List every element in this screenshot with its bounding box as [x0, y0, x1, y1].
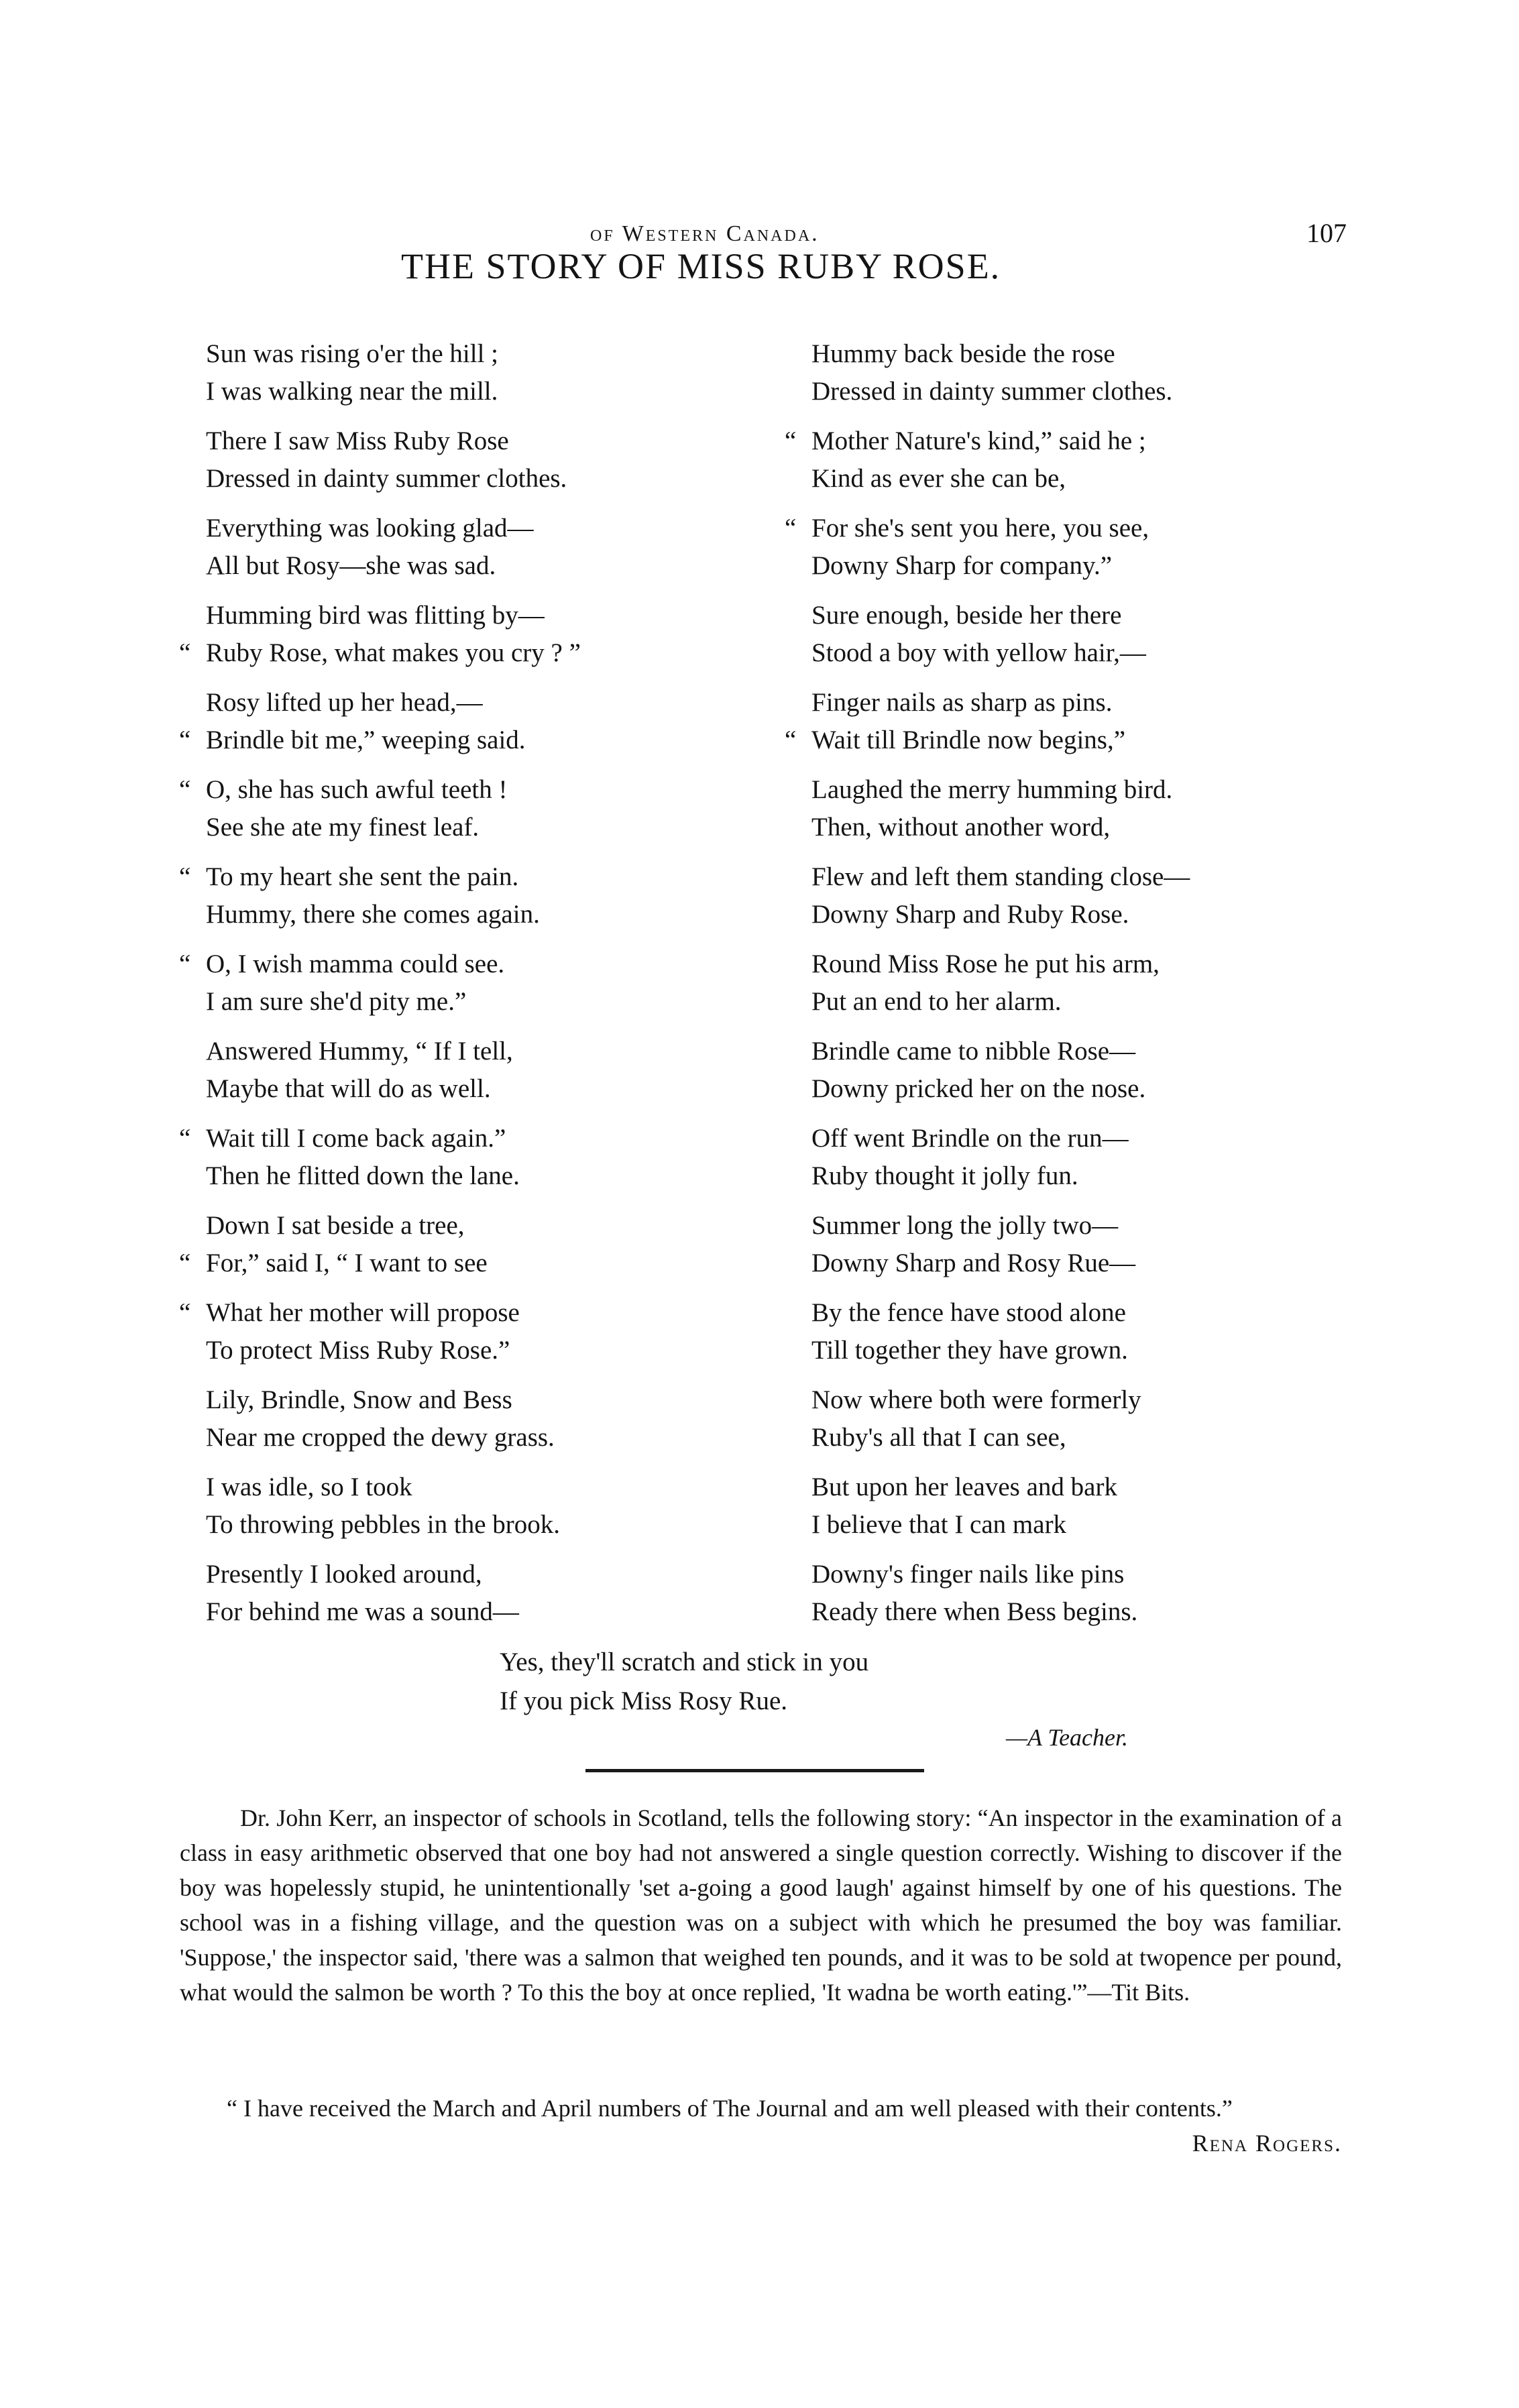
poem-line: “ Mother Nature's kind,” said he ;	[785, 426, 1146, 455]
poem-stanza	[811, 1033, 1375, 1120]
poem-stanza	[811, 335, 1375, 422]
poem-stanza	[179, 597, 769, 684]
poem-stanza	[206, 335, 769, 422]
poem-line: “ For,” said I, “ I want to see	[179, 1249, 488, 1277]
poem-line: Lily, Brindle, Snow and Bess	[206, 1385, 512, 1414]
poem-closing-line: Yes, they'll scratch and stick in you	[500, 1648, 869, 1676]
poem-line: Downy Sharp and Ruby Rose.	[811, 900, 1129, 929]
poem-line: “ Wait till I come back again.”	[179, 1124, 506, 1153]
poem-stanza	[811, 1381, 1375, 1469]
poem-stanza	[179, 858, 769, 945]
poem-line: Sun was rising o'er the hill ;	[206, 339, 498, 368]
poem-line: Ruby thought it jolly fun.	[811, 1161, 1078, 1190]
poem-line: Humming bird was flitting by—	[206, 601, 545, 630]
poem-line: To throwing pebbles in the brook.	[206, 1510, 561, 1539]
poem-stanza	[811, 771, 1375, 858]
poem-stanza	[206, 1033, 769, 1120]
poem-line: Now where both were formerly	[811, 1385, 1141, 1414]
poem-line: See she ate my finest leaf.	[206, 813, 480, 842]
poem-stanza	[811, 1294, 1375, 1381]
poem-stanza	[206, 1381, 769, 1469]
poem-line: Laughed the merry humming bird.	[811, 775, 1173, 804]
poem-line: Stood a boy with yellow hair,—	[811, 638, 1146, 667]
poem-line: Kind as ever she can be,	[811, 464, 1066, 493]
testimonial-text: “ I have received the March and April numbers of The Journal and am well pleased with their contents.”	[227, 2095, 1233, 2122]
poem-stanza	[179, 1207, 769, 1294]
testimonial	[180, 2091, 1342, 2157]
poem-title: THE STORY OF MISS RUBY ROSE.	[401, 246, 1001, 286]
poem-line: Downy's finger nails like pins	[811, 1560, 1125, 1589]
poem-stanza	[206, 422, 769, 510]
poem-line: Then he flitted down the lane.	[206, 1161, 520, 1190]
poem-closing	[500, 1643, 1237, 1721]
poem-line: “ To my heart she sent the pain.	[179, 862, 519, 891]
poem-line: Downy Sharp and Rosy Rue—	[811, 1249, 1136, 1277]
poem-stanza	[811, 1207, 1375, 1294]
poem-line: To protect Miss Ruby Rose.”	[206, 1336, 510, 1365]
poem-closing-line: If you pick Miss Rosy Rue.	[500, 1686, 787, 1715]
poem-stanza	[785, 510, 1375, 597]
poem-line: Hummy, there she comes again.	[206, 900, 540, 929]
poem-line: Then, without another word,	[811, 813, 1111, 842]
poem-left-column	[179, 335, 769, 1643]
poem-line: Ready there when Bess begins.	[811, 1597, 1138, 1626]
poem-line: Down I sat beside a tree,	[206, 1211, 465, 1240]
poem-stanza	[206, 1556, 769, 1643]
poem-attribution: —A Teacher.	[1006, 1724, 1129, 1751]
poem-line: Finger nails as sharp as pins.	[811, 688, 1113, 717]
poem-line: “ For she's sent you here, you see,	[785, 514, 1149, 542]
poem-line: Ruby's all that I can see,	[811, 1423, 1066, 1452]
poem-line: Off went Brindle on the run—	[811, 1124, 1129, 1153]
poem-line: Downy Sharp for company.”	[811, 551, 1113, 580]
poem-line: Dressed in dainty summer clothes.	[206, 464, 567, 493]
poem-line: Brindle came to nibble Rose—	[811, 1037, 1136, 1066]
poem-line: Downy pricked her on the nose.	[811, 1074, 1146, 1103]
poem-line: Sure enough, beside her there	[811, 601, 1122, 630]
poem-line: There I saw Miss Ruby Rose	[206, 426, 509, 455]
poem-line: All but Rosy—she was sad.	[206, 551, 496, 580]
testimonial-signature: Rena Rogers.	[1192, 2130, 1342, 2157]
poem-line: Everything was looking glad—	[206, 514, 534, 542]
poem-line: “ Brindle bit me,” weeping said.	[179, 726, 526, 754]
poem-line: “ O, she has such awful teeth !	[179, 775, 508, 804]
poem-line: I was walking near the mill.	[206, 377, 498, 406]
poem-stanza	[811, 945, 1375, 1033]
poem-stanza	[179, 1294, 769, 1381]
poem-line: I am sure she'd pity me.”	[206, 987, 467, 1016]
poem-line: I believe that I can mark	[811, 1510, 1067, 1539]
poem-stanza	[811, 597, 1375, 684]
poem-line: For behind me was a sound—	[206, 1597, 519, 1626]
poem-stanza	[179, 684, 769, 771]
poem-stanza	[811, 1556, 1375, 1643]
poem-stanza	[179, 771, 769, 858]
poem-line: Flew and left them standing close—	[811, 862, 1190, 891]
poem-right-column	[785, 335, 1375, 1643]
poem-stanza	[206, 1469, 769, 1556]
poem-line: By the fence have stood alone	[811, 1298, 1126, 1327]
poem-line: “ Ruby Rose, what makes you cry ? ”	[179, 638, 581, 667]
poem-line: Put an end to her alarm.	[811, 987, 1062, 1016]
poem-line: But upon her leaves and bark	[811, 1473, 1117, 1501]
poem-line: Answered Hummy, “ If I tell,	[206, 1037, 513, 1066]
poem-line: I was idle, so I took	[206, 1473, 412, 1501]
poem-line: Till together they have grown.	[811, 1336, 1128, 1365]
poem-stanza	[811, 1469, 1375, 1556]
poem-line: Near me cropped the dewy grass.	[206, 1423, 555, 1452]
poem-line: Round Miss Rose he put his arm,	[811, 950, 1160, 978]
page-number: 107	[1306, 218, 1347, 248]
poem-line: Hummy back beside the rose	[811, 339, 1115, 368]
poem-stanza	[179, 1120, 769, 1207]
poem-stanza	[785, 684, 1375, 771]
anecdote-text: Dr. John Kerr, an inspector of schools in Scotland, tells the following story: “An inspector in the examination of a class in easy arithmetic observed that one boy had not answered a single question correctly. Wishing to discover if the boy was hopelessly stupid, he unintentionally 'set a-going a good laugh' against himself by one of his questions. The school was in a fishing village, and the question was on a subject with which he presumed the boy was familiar. 'Suppose,' the inspector said, 'there was a salmon that weighed ten pounds, and it was to be sold at twopence per pound, what would the salmon be worth ? To this the boy at once replied, 'It wadna be worth eating.'”—Tit Bits.	[180, 1804, 1342, 2006]
poem-line: “ O, I wish mamma could see.	[179, 950, 505, 978]
poem-stanza	[811, 858, 1375, 945]
poem-line: Maybe that will do as well.	[206, 1074, 491, 1103]
running-head: of Western Canada.	[590, 221, 820, 246]
poem-stanza	[179, 945, 769, 1033]
anecdote-paragraph	[180, 1800, 1342, 2010]
poem-stanza	[811, 1120, 1375, 1207]
poem-line: Summer long the jolly two—	[811, 1211, 1119, 1240]
poem-line: “ What her mother will propose	[179, 1298, 520, 1327]
poem-stanza	[785, 422, 1375, 510]
poem-line: Presently I looked around,	[206, 1560, 482, 1589]
poem-line: Rosy lifted up her head,—	[206, 688, 483, 717]
section-divider	[585, 1769, 924, 1772]
poem-stanza	[206, 510, 769, 597]
poem-line: Dressed in dainty summer clothes.	[811, 377, 1173, 406]
poem-line: “ Wait till Brindle now begins,”	[785, 726, 1126, 754]
